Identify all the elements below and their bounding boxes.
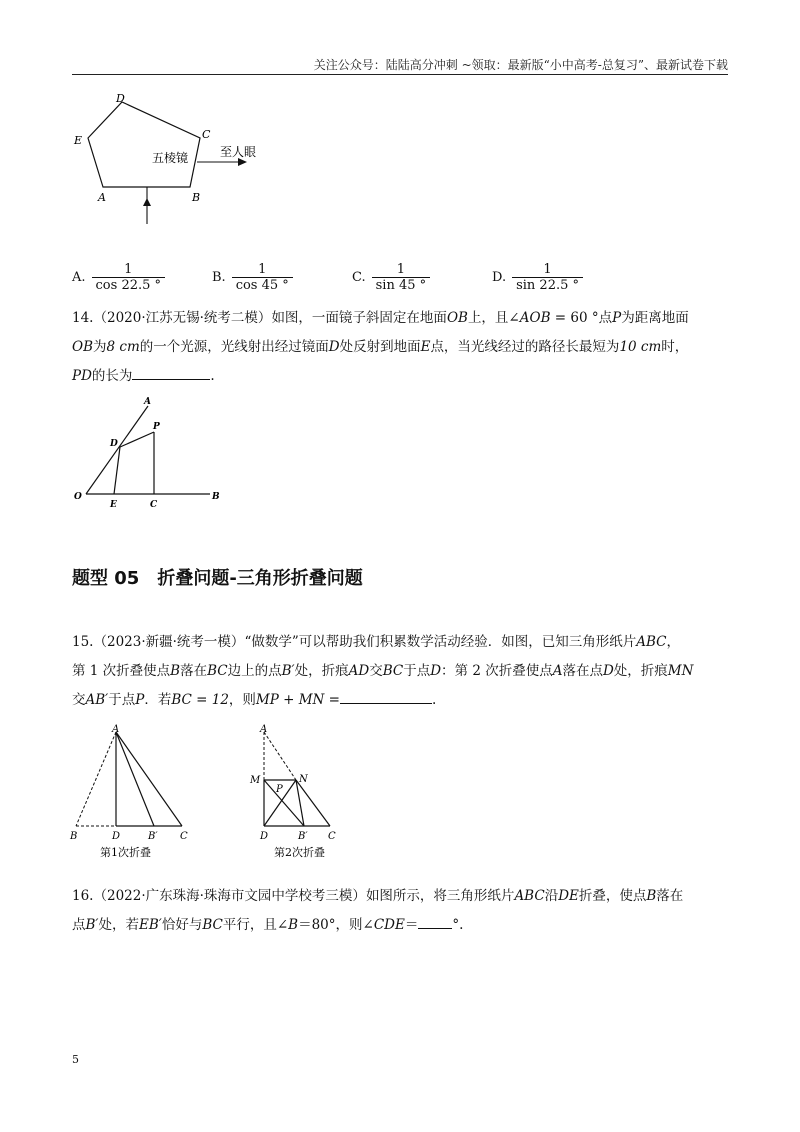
math-var: EB′	[139, 917, 162, 933]
option-letter: A.	[72, 270, 86, 285]
denominator: cos 22.5 °	[92, 277, 166, 293]
q-text: 上，且∠	[467, 310, 520, 326]
q-text: 于点	[403, 663, 431, 679]
header-rule	[72, 74, 728, 75]
numerator: 1	[396, 262, 406, 277]
mirror-line-OA	[86, 406, 148, 494]
math-var: MP + MN =	[255, 692, 340, 708]
q-text: 平行，且∠	[222, 917, 289, 933]
label-Bp: B′	[298, 831, 308, 842]
option-b[interactable]	[212, 262, 293, 293]
q-text: ：第 2 次折叠使点	[441, 663, 553, 679]
math-var: E	[420, 339, 431, 355]
q-text: 处，折痕	[613, 663, 668, 679]
label-P: P	[276, 784, 283, 795]
math-var: ABC	[514, 888, 545, 904]
label-C: C	[180, 831, 188, 842]
fold2-caption: 第2次折叠	[274, 846, 325, 859]
question-number: 15.	[72, 634, 94, 650]
eye-label: 至人眼	[220, 145, 257, 159]
math-var: D	[430, 663, 442, 679]
mirror-figure	[70, 392, 240, 517]
numerator: 1	[258, 262, 267, 277]
q-text: .	[431, 692, 437, 708]
question-source: （2023·新疆·统考一模）	[93, 634, 245, 650]
math-var: BC	[382, 663, 404, 679]
answer-blank[interactable]	[340, 689, 432, 704]
q-text: 交	[369, 663, 383, 679]
q-text: °.	[452, 917, 464, 933]
question-15	[72, 628, 728, 715]
fold1-figure	[66, 722, 206, 864]
fold2-figure	[246, 722, 366, 864]
label-M: M	[250, 775, 261, 786]
question-14	[72, 304, 728, 391]
math-var: BC = 12	[171, 692, 229, 708]
math-var: D	[602, 663, 614, 679]
label-N: N	[299, 774, 308, 785]
q-text: 点	[72, 917, 86, 933]
q-text: 交	[72, 692, 86, 708]
math-var: D	[328, 339, 340, 355]
q-text: 时，	[661, 339, 689, 355]
math-var: B	[170, 663, 181, 679]
dashed-AB	[76, 732, 116, 826]
label-O: O	[74, 492, 82, 502]
line-NC	[296, 780, 330, 826]
pentaprism-figure	[70, 90, 270, 230]
fold1-caption: 第1次折叠	[100, 846, 151, 859]
math-var: OB	[72, 339, 93, 355]
q-text: 点，当光线经过的路径长最短为	[430, 339, 620, 355]
math-var: OB	[446, 310, 468, 326]
denominator: cos 45 °	[232, 277, 293, 293]
option-letter: B.	[212, 270, 226, 285]
q-text: 恰好与	[161, 917, 203, 933]
option-letter: D.	[492, 270, 507, 285]
q-text: “做数学”可以帮助我们积累数学活动经验．如图，已知三角形纸片	[244, 634, 637, 650]
math-var: P	[612, 310, 622, 326]
label-A: A	[260, 724, 268, 735]
numerator: 1	[543, 262, 552, 277]
line-MBp	[264, 780, 304, 826]
options-13	[72, 262, 728, 296]
fraction	[92, 262, 166, 293]
q-text: 的长为	[91, 368, 133, 384]
fraction	[512, 262, 583, 293]
math-var: BC	[207, 663, 228, 679]
q-text: 折叠，使点	[578, 888, 647, 904]
math-var: CDE	[373, 917, 405, 933]
line-AC	[116, 732, 182, 826]
numerator: 1	[124, 262, 133, 277]
option-d[interactable]	[492, 262, 583, 293]
q-text: 落在点	[562, 663, 603, 679]
label-D: D	[260, 831, 269, 842]
math-var: B	[646, 888, 657, 904]
q-text: ．若	[144, 692, 172, 708]
label-Bp: B′	[148, 831, 158, 842]
label-C: C	[202, 128, 211, 141]
q-text: = 60 °点	[550, 310, 613, 326]
incoming-arrowhead	[143, 198, 151, 206]
label-C: C	[150, 500, 158, 510]
question-number: 16.	[72, 888, 94, 904]
math-var: P	[135, 692, 145, 708]
question-number: 14.	[72, 310, 94, 326]
math-var: ABC	[636, 634, 667, 650]
prism-label: 五棱镜	[152, 151, 189, 165]
option-c[interactable]	[352, 262, 430, 293]
label-A: A	[112, 724, 120, 735]
math-var: AOB	[519, 310, 551, 326]
denominator: sin 22.5 °	[512, 277, 583, 293]
label-D: D	[112, 831, 121, 842]
q-text: ＝	[404, 917, 419, 933]
q-text: ，则	[228, 692, 256, 708]
dashed-AN	[264, 732, 296, 780]
q-text: ，	[666, 634, 680, 650]
q-text: 为距离地面	[621, 310, 689, 326]
label-B: B	[192, 191, 201, 204]
answer-blank[interactable]	[418, 914, 452, 929]
label-D: D	[110, 439, 118, 449]
q-text: 于点	[108, 692, 136, 708]
label-P: P	[153, 422, 160, 432]
page-header: 关注公众号：陆陆高分冲刺 ~领取：最新版“小中高考-总复习”、最新试卷下载	[313, 58, 728, 72]
q-text: 为	[93, 339, 107, 355]
line-NBp	[296, 780, 304, 826]
question-source: （2022·广东珠海·珠海市文园中学校考三模）	[93, 888, 366, 904]
math-var: DE	[558, 888, 579, 904]
math-var: B′	[85, 917, 99, 933]
q-text: 的一个光源，光线射出经过镜面	[139, 339, 329, 355]
page-number: 5	[72, 1053, 79, 1066]
q-text: 落在	[656, 888, 684, 904]
fraction	[232, 262, 293, 293]
math-var: MN	[667, 663, 694, 679]
math-var: AD	[348, 663, 370, 679]
label-B: B	[70, 831, 78, 842]
pentaprism-shape	[88, 102, 200, 187]
option-letter: C.	[352, 270, 366, 285]
math-var: B	[288, 917, 299, 933]
math-var: 8 cm	[106, 339, 140, 355]
fraction	[372, 262, 431, 293]
label-A: A	[98, 191, 106, 204]
q-text: 沿	[544, 888, 559, 904]
answer-blank[interactable]	[132, 365, 210, 380]
question-source: （2020·江苏无锡·统考二模）	[93, 310, 272, 326]
q-text: 第 1 次折叠使点	[72, 663, 171, 679]
q-text: 如图，一面镜子斜固定在地面	[271, 310, 447, 326]
segment-DE	[114, 447, 120, 494]
q-text: 处，若	[98, 917, 139, 933]
math-var: AB′	[85, 692, 109, 708]
label-D: D	[116, 92, 125, 105]
section-title: 题型 05 折叠问题-三角形折叠问题	[72, 568, 363, 589]
q-text: 处反射到地面	[339, 339, 421, 355]
option-a[interactable]	[72, 262, 165, 293]
math-var: BC	[202, 917, 223, 933]
question-16	[72, 882, 728, 940]
label-C: C	[328, 831, 336, 842]
q-text: 如图所示，将三角形纸片	[365, 888, 515, 904]
math-var: B′	[281, 663, 295, 679]
q-text: ＝80°，则∠	[298, 917, 374, 933]
math-var: A	[552, 663, 563, 679]
q-text: 落在	[180, 663, 208, 679]
label-E: E	[110, 500, 117, 510]
denominator: sin 45 °	[372, 277, 431, 293]
q-text: .	[210, 368, 215, 384]
label-E: E	[74, 134, 83, 147]
math-var: PD	[72, 368, 92, 384]
q-text: 处，折痕	[294, 663, 349, 679]
math-var: 10 cm	[619, 339, 662, 355]
outgoing-arrowhead	[238, 158, 247, 166]
label-B: B	[212, 492, 220, 502]
label-A: A	[144, 397, 151, 407]
q-text: 边上的点	[227, 663, 282, 679]
